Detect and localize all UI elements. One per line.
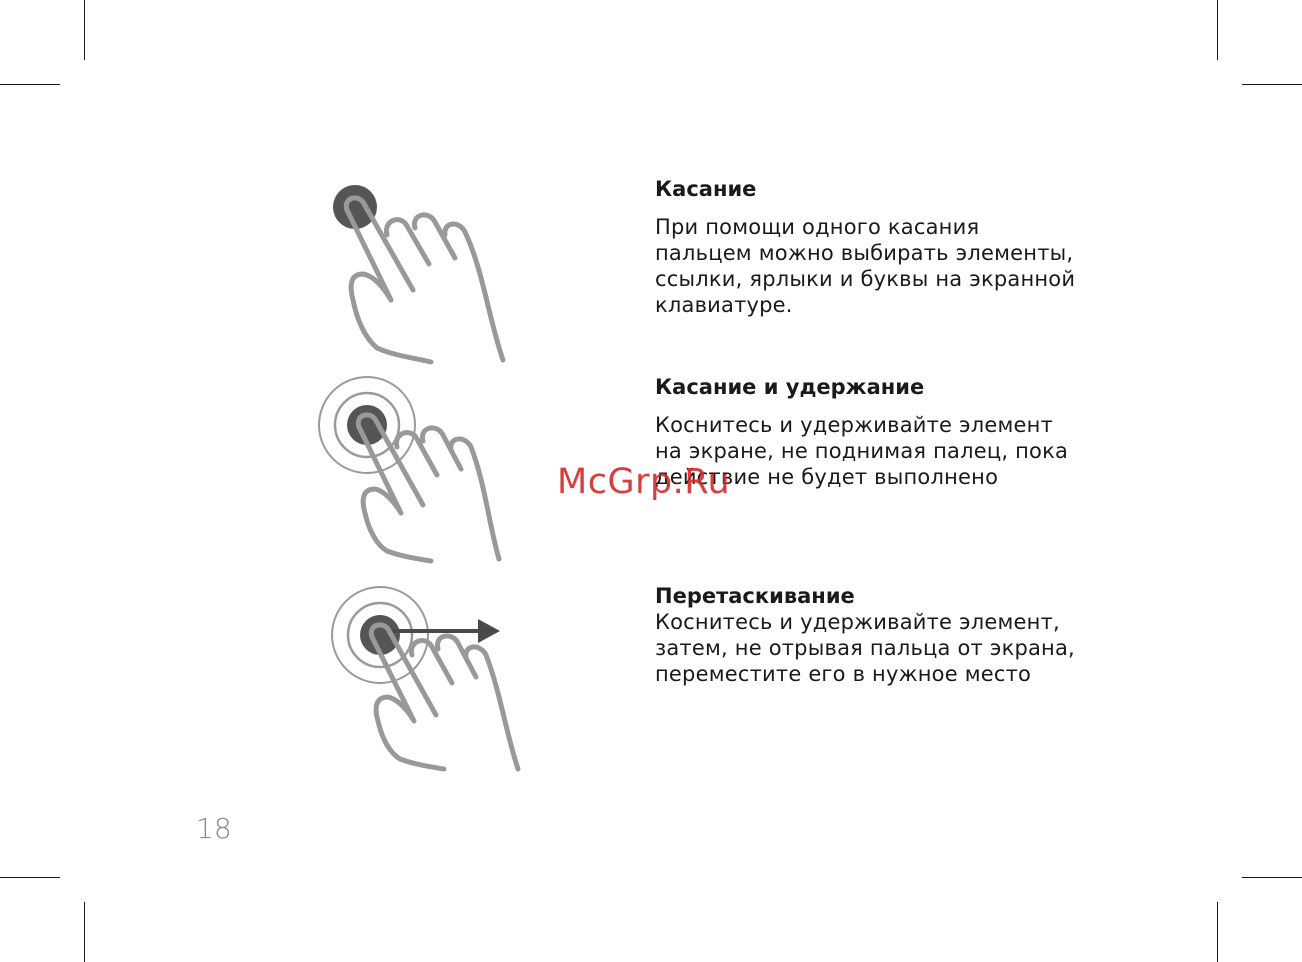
description-line: Коснитесь и удерживайте элемент, <box>655 610 1060 634</box>
section-description <box>655 214 1175 318</box>
description-line: При помощи одного касания <box>655 215 980 239</box>
section-title: Перетаскивание <box>655 584 855 608</box>
section-tap-and-hold <box>655 374 1175 490</box>
crop-mark-bottom-left-horizontal <box>0 877 60 878</box>
description-line: Коснитесь и удерживайте элемент <box>655 413 1054 437</box>
description-line: на экране, не поднимая палец, пока <box>655 439 1069 463</box>
section-title: Касание и удержание <box>655 375 925 399</box>
section-title: Касание <box>655 177 757 201</box>
crop-mark-bottom-left-vertical <box>84 902 85 962</box>
watermark: McGrp.Ru <box>557 462 731 502</box>
section-tap <box>655 176 1175 318</box>
section-description <box>655 609 1175 687</box>
drag-gesture-icon <box>328 585 538 775</box>
tap-and-hold-gesture-icon <box>315 375 515 565</box>
section-drag <box>655 583 1175 687</box>
section-description <box>655 412 1175 490</box>
description-line: пальцем можно выбирать элементы, <box>655 241 1074 265</box>
description-line: действие не будет выполнено <box>655 465 999 489</box>
tap-gesture-icon <box>325 180 525 365</box>
page-number: 18 <box>196 812 232 845</box>
crop-mark-bottom-right-vertical <box>1217 902 1218 962</box>
crop-mark-top-left-vertical <box>84 0 85 60</box>
crop-mark-top-right-vertical <box>1217 0 1218 60</box>
crop-mark-top-left-horizontal <box>0 84 60 85</box>
description-line: затем, не отрывая пальца от экрана, <box>655 636 1075 660</box>
crop-mark-top-right-horizontal <box>1242 84 1302 85</box>
description-line: переместите его в нужное место <box>655 662 1032 686</box>
crop-mark-bottom-right-horizontal <box>1242 877 1302 878</box>
description-line: клавиатуре. <box>655 293 793 317</box>
description-line: ссылки, ярлыки и буквы на экранной <box>655 267 1076 291</box>
